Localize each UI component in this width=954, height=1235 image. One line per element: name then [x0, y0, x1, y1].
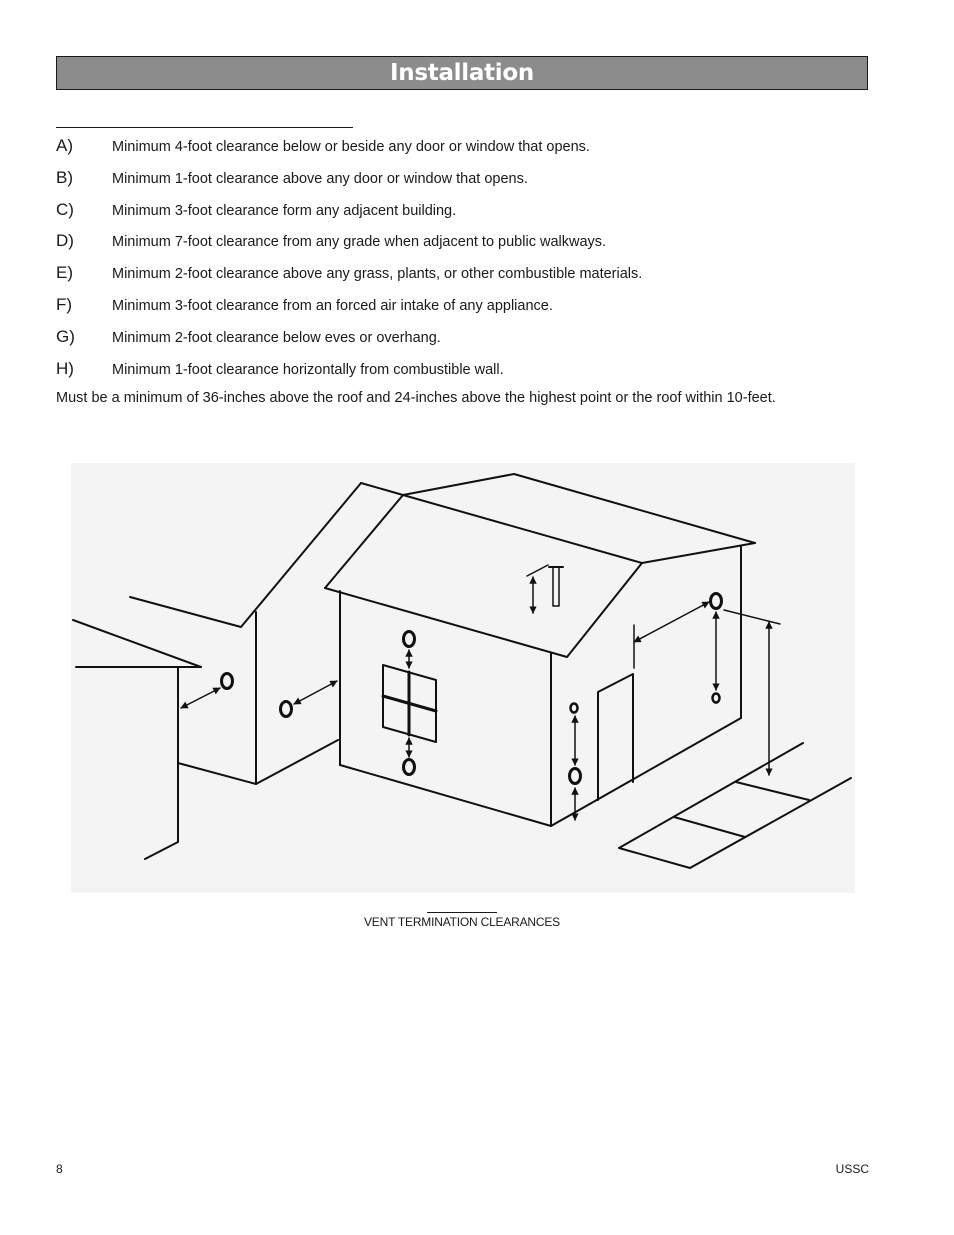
clearance-letter: H) [56, 358, 74, 378]
clearance-text: Minimum 1-foot clearance above any door or window that opens. [112, 170, 528, 187]
house-illustration [71, 463, 855, 893]
clearance-text: Minimum 7-foot clearance from any grade when adjacent to public walkways. [112, 234, 607, 251]
clearance-item [56, 261, 896, 293]
subheading-rule [56, 127, 353, 128]
clearance-item [56, 229, 896, 261]
vent-clearance-diagram [71, 463, 855, 893]
clearance-letter: B) [56, 167, 73, 187]
clearance-item [56, 166, 896, 198]
clearance-item [56, 134, 896, 166]
footer-brand: USSC [835, 1162, 869, 1176]
clearance-text: Minimum 4-foot clearance below or beside any door or window that opens. [112, 139, 590, 155]
clearance-letter: F) [56, 294, 73, 314]
clearance-text: Minimum 1-foot clearance horizontally from combustible wall. [112, 361, 504, 378]
clearance-list [56, 134, 896, 388]
clearance-text: Minimum 3-foot clearance form any adjacent building. [112, 202, 457, 219]
clearance-item [56, 325, 896, 357]
section-title: Installation [390, 60, 534, 86]
roof-height-note: Must be a minimum of 36-inches above the roof and 24-inches above the highest point or the roof within 10-feet. [56, 390, 776, 406]
section-header-bar [56, 56, 868, 90]
clearance-letter: E) [56, 263, 73, 283]
clearance-item [56, 293, 896, 325]
clearance-text: Minimum 2-foot clearance below eves or overhang. [112, 329, 441, 346]
clearance-item [56, 198, 896, 230]
caption-rule [427, 912, 497, 913]
page-number: 8 [56, 1162, 63, 1176]
clearance-letter: G) [56, 326, 75, 346]
clearance-text: Minimum 3-foot clearance from an forced air intake of any appliance. [112, 297, 553, 314]
clearance-text: Minimum 2-foot clearance above any grass, plants, or other combustible materials. [112, 266, 643, 283]
clearance-item [56, 357, 896, 389]
clearance-letter: C) [56, 199, 74, 219]
clearance-letter: A) [56, 136, 73, 155]
figure-caption: VENT TERMINATION CLEARANCES [364, 915, 560, 929]
clearance-letter: D) [56, 231, 74, 251]
